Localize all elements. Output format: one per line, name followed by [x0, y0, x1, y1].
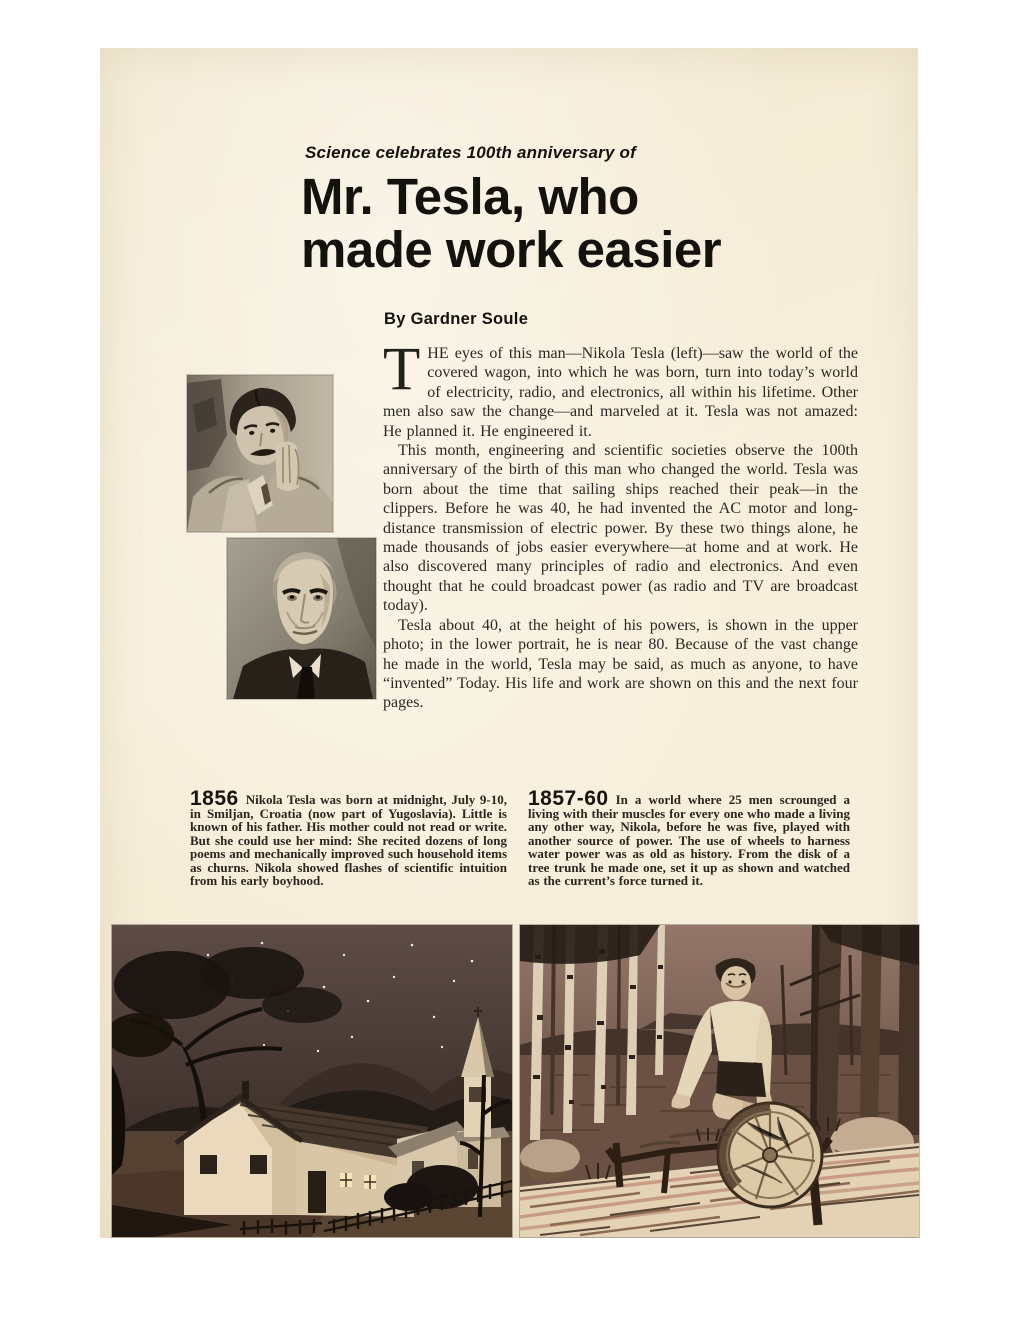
night-scene-art — [112, 925, 512, 1237]
caption-1857-60-year: 1857-60 — [528, 787, 609, 810]
drop-cap: T — [383, 336, 421, 403]
tesla-young-portrait-art — [187, 375, 333, 532]
caption-1857-60-text: In a world where 25 men scrounged a living with their muscles for every one who made a living any other way, Nikola, before he was five, played with another source of power. The use of wheels to harness water power was as old as history. From the disk of a tree trunk he made one, set it up as shown and watched as the current’s force turned it. — [528, 792, 850, 888]
article-page — [100, 48, 918, 1238]
tesla-old-portrait — [227, 538, 376, 699]
paragraph-2: This month, engineering and scientific societies observe the 100th anniversary of the birth of this man who changed the world. Tesla was born about the time that sailing ships reached their peak—in the clippers. Before he was 40, he had invented the AC motor and long-distance transmission of electric power. By these two things alone, he made thousands of jobs easier everywhere—at home and at work. He also discovered many principles of radio and electronics. And even thought that he could broadcast power (as radio and TV are broadcast today). — [383, 442, 858, 615]
caption-1856 — [190, 787, 507, 888]
title-line-1: Mr. Tesla, who — [301, 168, 639, 225]
caption-1856-year: 1856 — [190, 787, 239, 810]
tesla-young-portrait — [187, 375, 333, 532]
article-title — [301, 170, 901, 276]
shorts — [716, 1061, 766, 1097]
hand — [275, 441, 299, 491]
kicker-line: Science celebrates 100th anniversary of — [305, 143, 636, 162]
steeple-tower — [464, 1075, 491, 1137]
title-line-2: made work easier — [301, 221, 722, 278]
caption-1857-60 — [528, 787, 850, 888]
chimney — [242, 1081, 249, 1099]
byline: By Gardner Soule — [384, 310, 529, 328]
article-body — [383, 336, 858, 713]
caption-1856-text: Nikola Tesla was born at midnight, July 9-10, in Smiljan, Croatia (now part of Yugoslavia). Little is known of his father. His mother could not read or write. But she could use her mind: She recited dozens of long poems and mechanically improved such household items as churns. Nikola showed flashes of scientific intuition from his early boyhood. — [190, 792, 507, 888]
water-wheel — [718, 1103, 822, 1207]
boy-waterwheel-illustration — [520, 925, 919, 1237]
paragraph-1 — [383, 336, 858, 441]
door — [308, 1171, 326, 1213]
waterwheel-scene-art — [520, 925, 919, 1237]
paragraph-1-text: HE eyes of this man—Nikola Tesla (left)—saw the world of the covered wagon, into which he was born, turn into today’s world of electricity, radio, and electronics, all within his lifetime. Other men also saw the change—and marveled at it. Tesla was not amazed: He planned it. He engineered it. — [383, 345, 858, 440]
birthplace-night-illustration — [112, 925, 512, 1237]
paragraph-3: Tesla about 40, at the height of his powers, is shown in the upper photo; in the lower portrait, he is near 80. Because of the vast change he made in the world, Tesla may be said, as much as anyone, to have “invented” Today. His life and work are shown on this and the next four pages. — [383, 616, 858, 712]
tesla-old-portrait-art — [227, 538, 376, 699]
